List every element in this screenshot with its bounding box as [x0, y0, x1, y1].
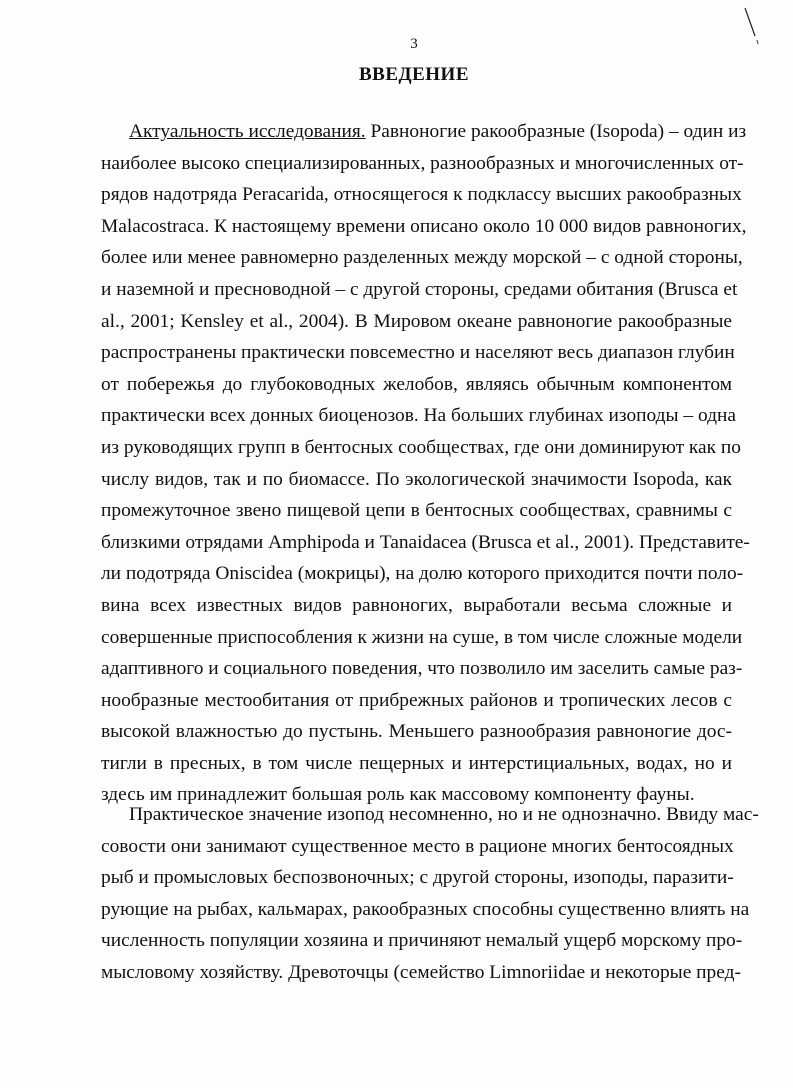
paragraph-practical-significance: [101, 799, 759, 989]
paragraph-line: распространены практически повсеместно и населяют весь диапазон глубин: [101, 342, 735, 364]
paragraph-line: числу видов, так и по биомассе. По экологической значимости Isopoda, как: [101, 468, 732, 490]
paragraph-line: совости они занимают существенное место в рационе многих бентосоядных: [101, 835, 734, 857]
paragraph-line: al., 2001; Kensley et al., 2004). В Мировом океане равноногие ракообразные: [101, 310, 732, 332]
paragraph-line: наиболее высоко специализированных, разнообразных и многочисленных от-: [101, 152, 744, 174]
paragraph-line: численность популяции хозяина и причиняют немалый ущерб морскому про-: [101, 930, 743, 952]
paragraph-line: ли подотряда Oniscidea (мокрицы), на долю которого приходится почти поло-: [101, 563, 744, 585]
paragraph-line: рядов надотряда Peracarida, относящегося к подклассу высших ракообразных: [101, 184, 742, 206]
paragraph-line: и наземной и пресноводной – с другой стороны, средами обитания (Brusca et: [101, 278, 738, 300]
page-number: 3: [410, 36, 418, 52]
paragraph-relevance: [101, 116, 750, 811]
paragraph-line: нообразные местообитания от прибрежных районов и тропических лесов с: [101, 689, 732, 711]
paragraph-line: мысловому хозяйству. Древоточцы (семейство Limnoriidae и некоторые пред-: [101, 961, 741, 983]
line-text: Равноногие ракообразные (Isopoda) – один из: [365, 121, 747, 142]
paragraph-line: здесь им принадлежит большая роль как массовому компоненту фауны.: [101, 784, 695, 806]
paragraph-line: из руководящих групп в бентосных сообществах, где они доминируют как по: [101, 436, 742, 458]
relevance-heading: Актуальность исследования.: [129, 121, 366, 142]
paragraph-line: от побережья до глубоководных желобов, являясь обычным компонентом: [101, 373, 732, 395]
paragraph-line: совершенные приспособления к жизни на суше, в том числе сложные модели: [101, 626, 743, 648]
paragraph-line: Практическое значение изопод несомненно, но и не однозначно. Ввиду мас-: [129, 804, 759, 825]
paragraph-line: Malacostraca. К настоящему времени описано около 10 000 видов равноногих,: [101, 215, 747, 237]
paragraph-line: близкими отрядами Amphipoda и Tanaidacea (Brusca et al., 2001). Представите-: [101, 531, 750, 553]
paragraph-line: рующие на рыбах, кальмарах, ракообразных способны существенно влиять на: [101, 898, 750, 920]
paragraph-line: практически всех донных биоценозов. На больших глубинах изоподы – одна: [101, 405, 736, 427]
paragraph-line: адаптивного и социального поведения, что позволило им заселить самые раз-: [101, 658, 743, 680]
paragraph-line: вина всех известных видов равноногих, выработали весьма сложные и: [101, 594, 732, 616]
paragraph-line: рыб и промысловых беспозвоночных; с другой стороны, изоподы, паразити-: [101, 867, 734, 889]
paragraph-line: [101, 116, 747, 148]
section-title: ВВЕДЕНИЕ: [359, 64, 469, 85]
paragraph-line: тигли в пресных, в том числе пещерных и интерстициальных, водах, но и: [101, 752, 732, 774]
paragraph-line: высокой влажностью до пустынь. Меньшего разнообразия равноногие дос-: [101, 721, 732, 743]
paragraph-line: промежуточное звено пищевой цепи в бентосных сообществах, сравнимы с: [101, 500, 732, 522]
paragraph-line: более или менее равномерно разделенных между морской – с одной стороны,: [101, 247, 743, 269]
